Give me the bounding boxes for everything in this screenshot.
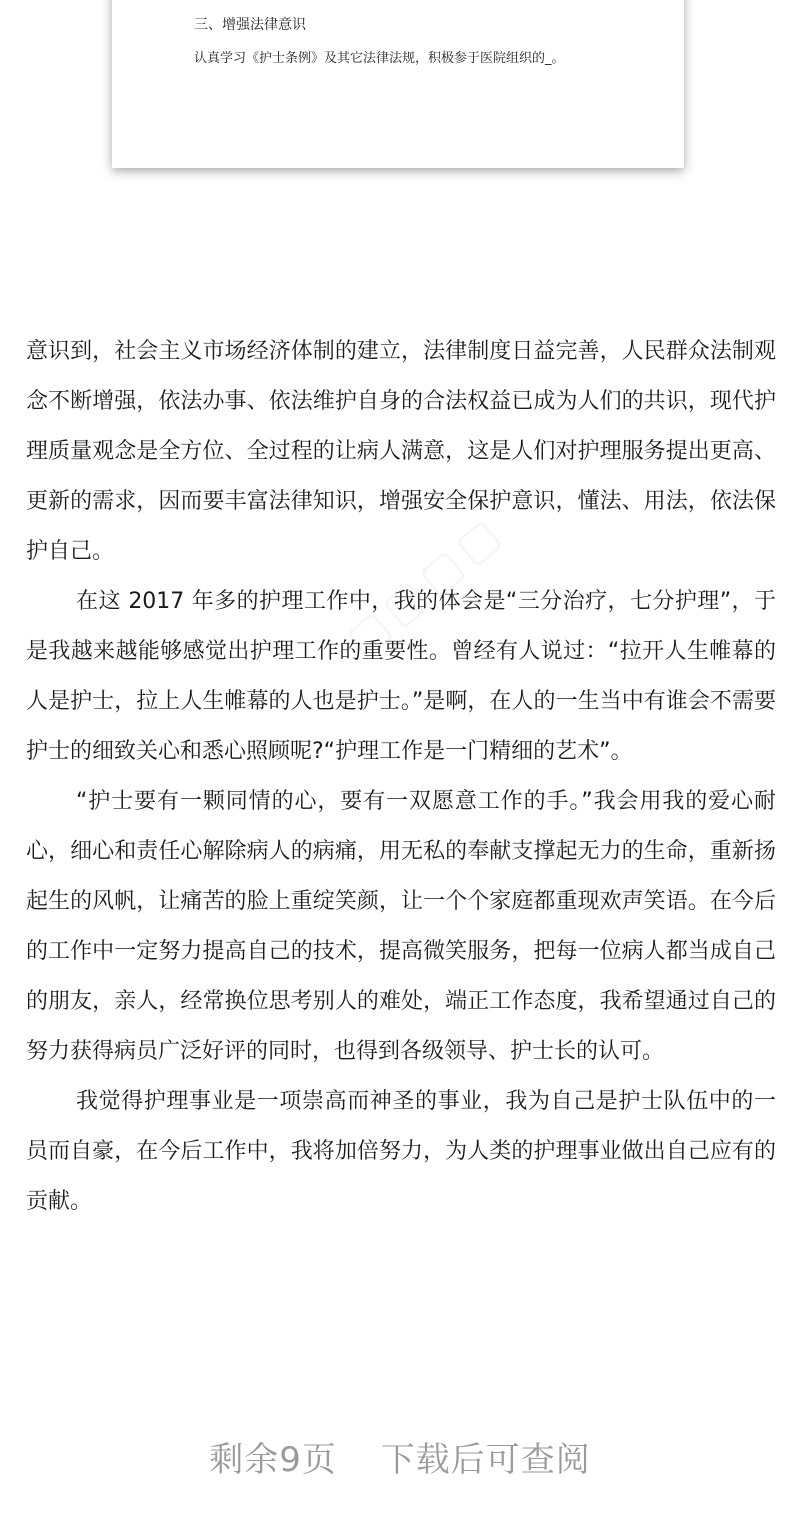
- preview-heading: 三、增强法律意识: [194, 17, 306, 33]
- document-body: [26, 327, 776, 1227]
- paragraph-2: 在这 2017 年多的护理工作中，我的体会是“三分治疗，七分护理”，于是我越来越能够感觉出护理工作的重要性。曾经有人说过：“拉开人生帷幕的人是护士，拉上人生帷幕的人也是护士。”是啊，在人的一生当中有谁会不需要护士的细致关心和悉心照顾呢?“护理工作是一门精细的艺术”。: [26, 589, 776, 764]
- download-prompt[interactable]: [0, 1432, 800, 1481]
- paragraph-4: 我觉得护理事业是一项崇高而神圣的事业，我为自己是护士队伍中的一员而自豪，在今后工作中，我将加倍努力，为人类的护理事业做出自己应有的贡献。: [26, 1089, 776, 1214]
- preview-text: 认真学习《护士条例》及其它法律法规，积极参于医院组织的_。: [194, 51, 565, 66]
- watermark-graphic: ▢▢▢▢: [335, 504, 515, 667]
- remaining-pages-label[interactable]: 剩余9页: [209, 1440, 337, 1480]
- paragraph-1: 意识到，社会主义市场经济体制的建立，法律制度日益完善，人民群众法制观念不断增强，依法办事、依法维护自身的合法权益已成为人们的共识，现代护理质量观念是全方位、全过程的让病人满意，这是人们对护理服务提出更高、更新的需求，因而要丰富法律知识，增强安全保护意识，懂法、用法，依法保护自己。: [26, 339, 776, 564]
- paragraph-3: “护士要有一颗同情的心，要有一双愿意工作的手。”我会用我的爱心耐心，细心和责任心解除病人的病痛，用无私的奉献支撑起无力的生命，重新扬起生的风帆，让痛苦的脸上重绽笑颜，让一个个家庭都重现欢声笑语。在今后的工作中一定努力提高自己的技术，提高微笑服务，把每一位病人都当成自己的朋友，亲人，经常换位思考别人的难处，端正工作态度，我希望通过自己的努力获得病员广泛好评的同时，也得到各级领导、护士长的认可。: [26, 789, 776, 1064]
- download-to-view-label[interactable]: 下载后可查阅: [380, 1440, 591, 1480]
- previous-page-preview: [112, 0, 684, 168]
